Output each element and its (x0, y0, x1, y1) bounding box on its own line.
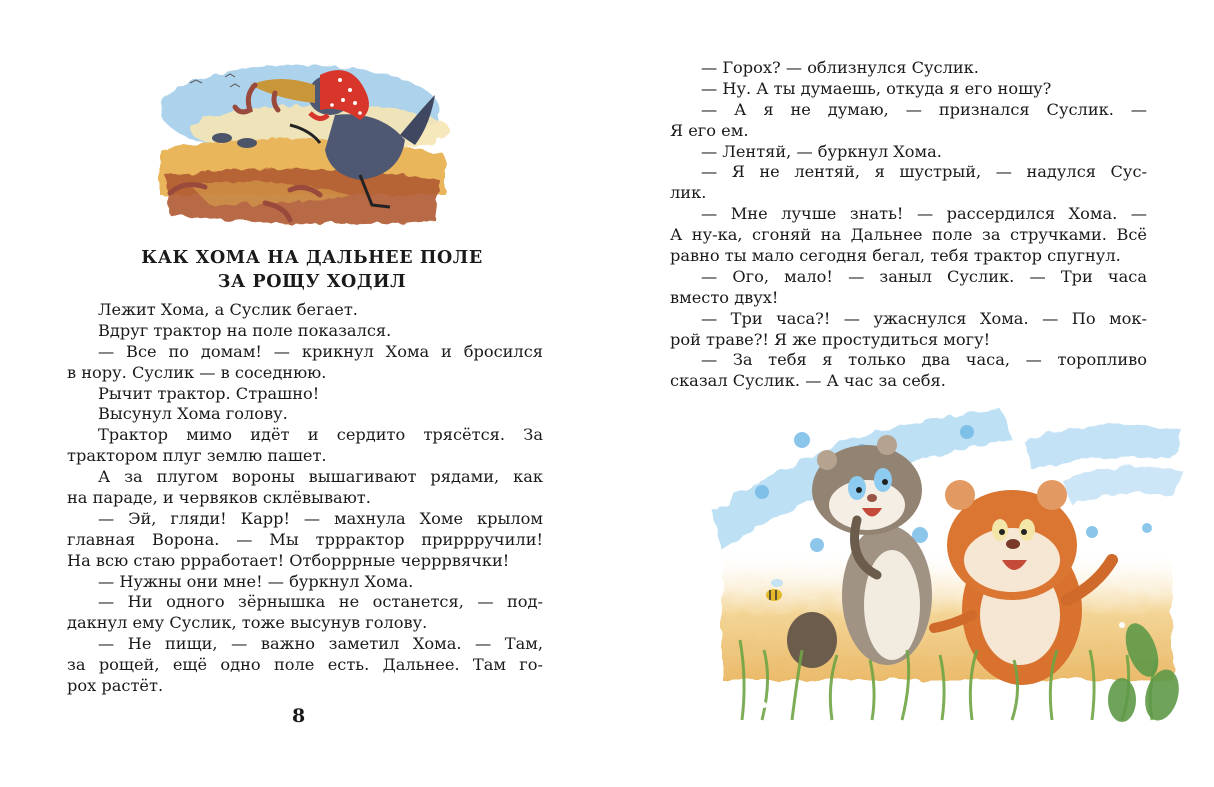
text-line: лик. (670, 183, 707, 203)
crow-with-worm-illustration (150, 55, 450, 230)
text-line: — Я не лентяй, я шустрый, — надулся Сус- (701, 162, 1147, 182)
text-line: Лежит Хома, а Суслик бегает. (98, 300, 358, 319)
text-line: на параде, и червяков склёвывают. (67, 488, 371, 508)
chapter-title-line-1: КАК ХОМА НА ДАЛЬНЕЕ ПОЛЕ (141, 248, 483, 268)
text-line: — За тебя я только два часа, — торопливо (701, 350, 1147, 370)
text-line: А ну-ка, сгоняй на Дальнее поле за стручками. Всё (670, 225, 1147, 245)
text-line: — Не пищи, — важно заметил Хома. — Там, (98, 634, 543, 654)
text-line: — Мне лучше знать! — рассердился Хома. — (701, 204, 1147, 224)
text-line: — А я не думаю, — признался Суслик. — (701, 99, 1147, 119)
text-line: Я его ем. (670, 120, 749, 140)
text-line: трактором плуг землю пашет. (67, 446, 327, 466)
text-line: На всю стаю ррработает! Отборррные черррвячки! (67, 550, 510, 570)
text-line: — Все по домам! — крикнул Хома и бросился (98, 341, 543, 361)
text-line: — Нужны они мне! — буркнул Хома. (98, 571, 414, 591)
right-page-body-text (670, 58, 1147, 392)
text-line: за рощей, ещё одно поле есть. Дальнее. Там го- (67, 655, 543, 675)
page-number: 8 (292, 705, 306, 727)
text-line: рох растёт. (67, 676, 164, 696)
text-line: дакнул ему Суслик, тоже высунув голову. (67, 613, 428, 633)
text-line: — Ого, мало! — заныл Суслик. — Три часа (701, 266, 1147, 286)
text-line: Высунул Хома голову. (98, 404, 288, 424)
text-line: Трактор мимо идёт и сердито трясётся. За (98, 425, 543, 445)
gopher-and-hamster-illustration (702, 400, 1192, 730)
text-line: сказал Суслик. — А час за себя. (670, 371, 946, 391)
text-line: — Ни одного зёрнышка не останется, — под- (98, 592, 543, 612)
text-line: вместо двух! (670, 287, 779, 307)
text-line: — Горох? — облизнулся Суслик. (701, 58, 979, 77)
text-line: А за плугом вороны вышагивают рядами, как (98, 467, 543, 487)
right-page (607, 0, 1214, 787)
text-line: — Ну. А ты думаешь, откуда я его ношу? (701, 78, 1052, 98)
text-line: главная Ворона. — Мы трррактор приррручили! (67, 529, 543, 549)
text-line: равно ты мало сегодня бегал, тебя трактор спугнул. (670, 246, 1121, 266)
text-line: Вдруг трактор на поле показался. (98, 320, 392, 340)
text-line: — Эй, гляди! Карр! — махнула Хоме крылом (98, 508, 543, 528)
left-page-body-text (67, 300, 543, 697)
text-line: рой траве?! Я же простудиться могу! (670, 329, 991, 349)
text-line: Рычит трактор. Страшно! (98, 383, 320, 403)
chapter-title-line-2: ЗА РОЩУ ХОДИЛ (217, 272, 407, 292)
text-line: — Три часа?! — ужаснулся Хома. — По мок- (701, 308, 1147, 328)
chapter-title (67, 246, 557, 294)
text-line: в нору. Суслик — в соседнюю. (67, 362, 327, 382)
text-line: — Лентяй, — буркнул Хома. (701, 141, 942, 161)
